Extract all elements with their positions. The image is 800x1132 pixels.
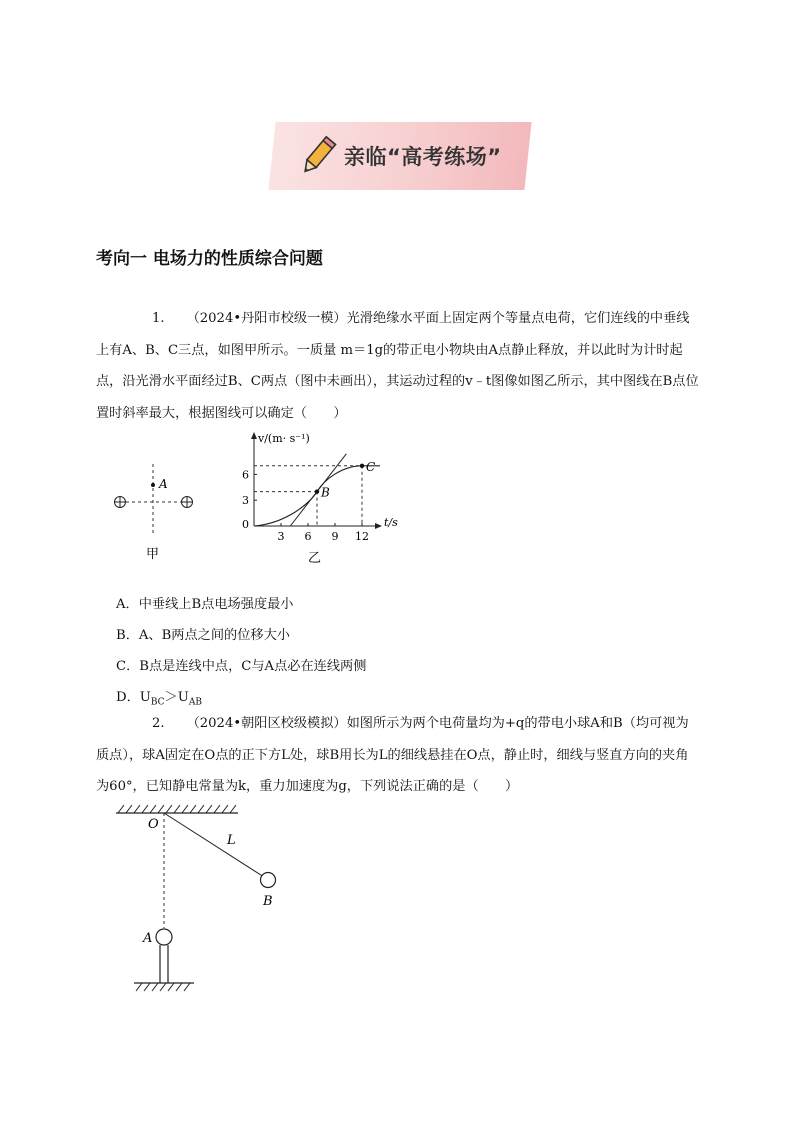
option-d-sub1: BC — [150, 697, 165, 708]
ground-hatch — [136, 983, 190, 991]
question-2-text — [96, 708, 700, 803]
label-a: A — [143, 931, 153, 946]
charge-left — [115, 497, 126, 508]
question-2-number: 2. — [152, 716, 165, 731]
point-b — [315, 489, 319, 493]
ball-a — [156, 929, 172, 945]
point-a-label: A — [159, 477, 168, 491]
option-b: B．A、B两点之间的位移大小 — [116, 628, 290, 643]
vt-chart — [228, 428, 408, 568]
point-b-label: B — [321, 485, 330, 500]
y-axis-label: v/(m· s⁻¹) — [258, 432, 310, 445]
point-c — [360, 464, 364, 468]
origin-label: 0 — [242, 518, 249, 531]
banner — [272, 122, 528, 190]
figure-jia — [108, 460, 200, 565]
ball-b — [261, 873, 276, 888]
x-tick-label: 9 — [331, 530, 339, 543]
question-1-text — [96, 303, 700, 429]
y-tick-label: 6 — [242, 468, 249, 482]
x-axis-arrow — [375, 523, 382, 529]
label-b: B — [263, 894, 273, 909]
figure-jia-caption: 甲 — [146, 547, 160, 562]
label-l: L — [227, 833, 236, 848]
string — [164, 813, 264, 877]
figure-pendulum — [110, 800, 300, 1000]
option-d-prefix: D．U — [116, 690, 151, 705]
x-axis-label: t/s — [384, 516, 398, 529]
chart-caption: 乙 — [308, 551, 322, 566]
option-c: C．B点是连线中点，C与A点必在连线两侧 — [116, 659, 367, 674]
y-axis-arrow — [251, 432, 257, 439]
point-a — [151, 483, 155, 487]
ceiling-hatch — [118, 805, 236, 813]
point-c-label: C — [366, 459, 376, 474]
charge-right — [182, 497, 193, 508]
x-tick-label: 3 — [277, 530, 285, 543]
section-title: 考向一 电场力的性质综合问题 — [96, 249, 323, 269]
x-tick-label: 12 — [355, 530, 369, 543]
y-tick-label: 3 — [242, 494, 249, 508]
question-2-stem: （2024•朝阳区校级模拟）如图所示为两个电荷量均为+q的带电小球A和B（均可视为质点），球A固定在O点的正下方L处，球B用长为L的细线悬挂在O点，静止时，细线与竖直方向的夹角为60°，已知静电常量为k，重力加速度为g，下列说法正确的是（ ） — [96, 716, 689, 794]
x-tick-label: 6 — [304, 530, 312, 543]
question-1-number: 1. — [152, 311, 165, 326]
pencil-icon — [298, 134, 338, 178]
option-d — [116, 686, 202, 708]
vt-marks — [254, 454, 380, 526]
vt-guides — [254, 466, 362, 526]
option-d-mid: ＞U — [164, 690, 189, 705]
option-a: A．中垂线上B点电场强度最小 — [116, 597, 294, 612]
question-1-stem: （2024•丹阳市校级一模）光滑绝缘水平面上固定两个等量点电荷，它们连线的中垂线上有A、B、C三点，如图甲所示。一质量 m＝1g的带正电小物块由A点静止释放，并以此时为计时起点，沿光滑水平面经过B、C两点（图中未画出），其运动过程的v﹣t图像如图乙所示，其中图线在B点位置时斜率最大，根据图线可以确定（ ） — [96, 311, 699, 421]
banner-title: 亲临“高考练场” — [344, 145, 502, 169]
label-o: O — [148, 817, 159, 832]
option-d-sub2: AB — [188, 697, 202, 708]
